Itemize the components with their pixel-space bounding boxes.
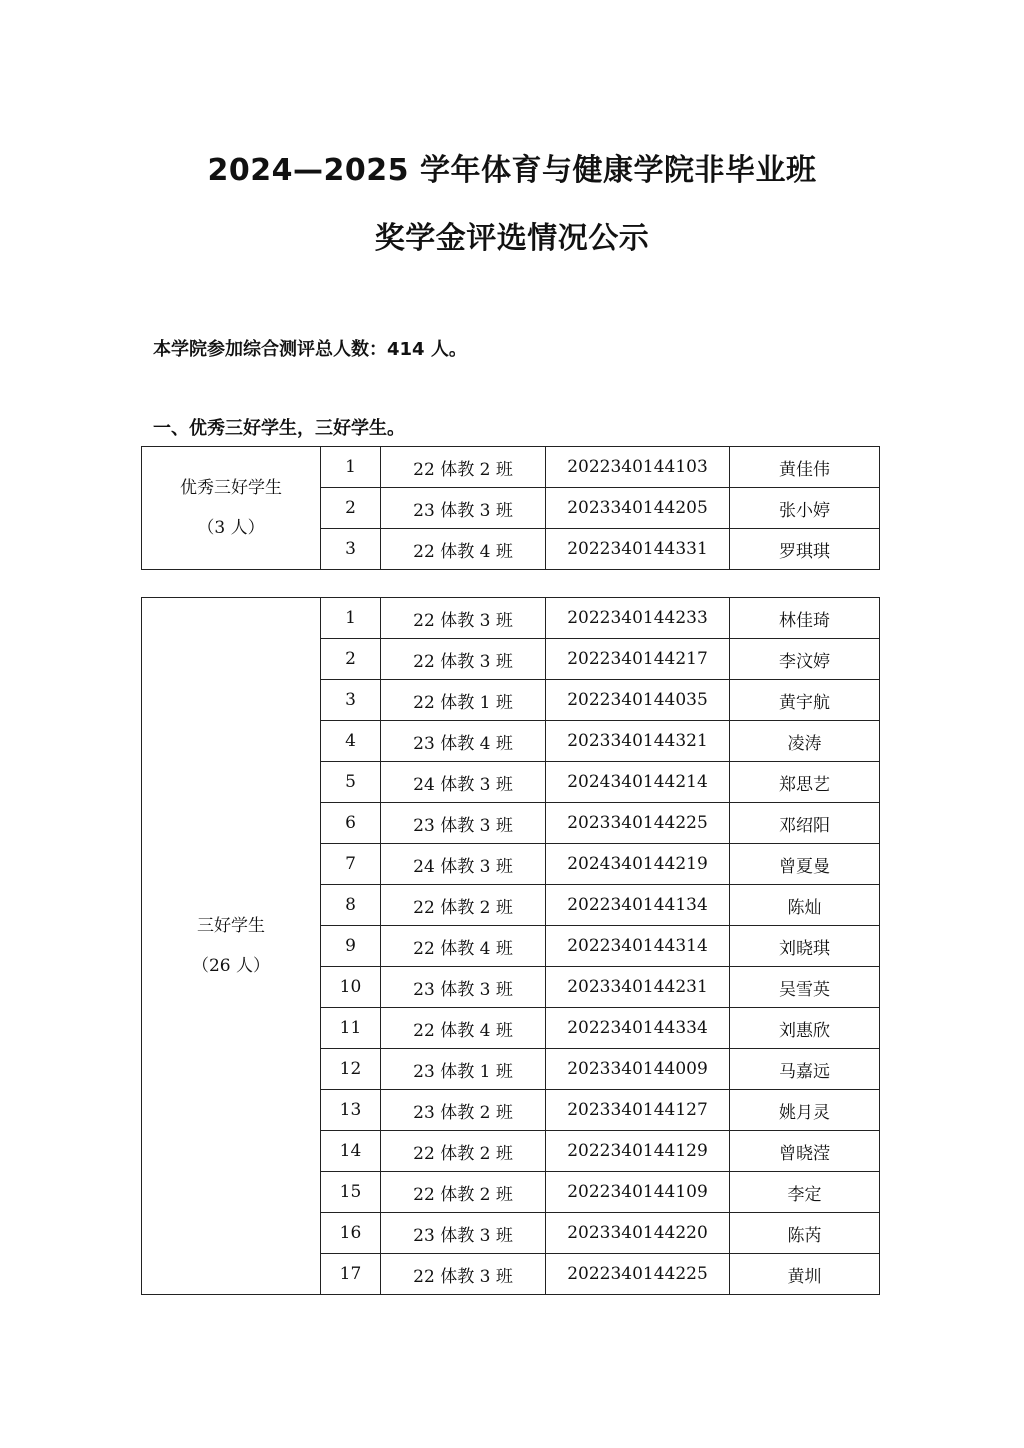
category-count: （3 人） [197, 518, 265, 538]
student-name-cell: 陈灿 [730, 885, 880, 926]
student-id-cell: 2022340144233 [546, 598, 730, 639]
class-cell: 23 体教 3 班 [381, 803, 546, 844]
class-cell: 22 体教 2 班 [381, 1172, 546, 1213]
student-name-cell: 张小婷 [730, 488, 880, 529]
student-name-cell: 曾夏曼 [730, 844, 880, 885]
student-id-cell: 2023340144231 [546, 967, 730, 1008]
class-cell: 22 体教 3 班 [381, 598, 546, 639]
class-cell: 23 体教 3 班 [381, 967, 546, 1008]
table-row [142, 447, 880, 488]
row-number-cell: 13 [321, 1090, 381, 1131]
class-cell: 24 体教 3 班 [381, 762, 546, 803]
student-name-cell: 郑思艺 [730, 762, 880, 803]
class-cell: 22 体教 4 班 [381, 926, 546, 967]
class-cell: 23 体教 3 班 [381, 1213, 546, 1254]
student-id-cell: 2022340144314 [546, 926, 730, 967]
student-id-cell: 2022340144225 [546, 1254, 730, 1295]
section-heading: 一、优秀三好学生，三好学生。 [153, 418, 405, 439]
student-name-cell: 黄宇航 [730, 680, 880, 721]
category-label: 优秀三好学生 [180, 478, 282, 498]
class-cell: 23 体教 3 班 [381, 488, 546, 529]
class-cell: 22 体教 3 班 [381, 1254, 546, 1295]
student-id-cell: 2023340144225 [546, 803, 730, 844]
class-cell: 22 体教 4 班 [381, 1008, 546, 1049]
student-name-cell: 刘晓琪 [730, 926, 880, 967]
student-id-cell: 2023340144205 [546, 488, 730, 529]
student-id-cell: 2022340144103 [546, 447, 730, 488]
row-number-cell: 5 [321, 762, 381, 803]
student-name-cell: 李汶婷 [730, 639, 880, 680]
class-cell: 22 体教 2 班 [381, 447, 546, 488]
student-name-cell: 姚月灵 [730, 1090, 880, 1131]
category-cell [142, 598, 321, 1295]
class-cell: 22 体教 4 班 [381, 529, 546, 570]
student-name-cell: 马嘉远 [730, 1049, 880, 1090]
class-cell: 22 体教 2 班 [381, 1131, 546, 1172]
row-number-cell: 2 [321, 488, 381, 529]
student-name-cell: 曾晓滢 [730, 1131, 880, 1172]
row-number-cell: 4 [321, 721, 381, 762]
row-number-cell: 7 [321, 844, 381, 885]
category-cell [142, 447, 321, 570]
class-cell: 22 体教 2 班 [381, 885, 546, 926]
row-number-cell: 12 [321, 1049, 381, 1090]
row-number-cell: 2 [321, 639, 381, 680]
student-id-cell: 2022340144134 [546, 885, 730, 926]
class-cell: 23 体教 4 班 [381, 721, 546, 762]
row-number-cell: 3 [321, 529, 381, 570]
total-participants-text: 本学院参加综合测评总人数：414 人。 [153, 339, 467, 360]
page-title: 2024—2025 学年体育与健康学院非毕业班 [207, 153, 817, 188]
row-number-cell: 8 [321, 885, 381, 926]
row-number-cell: 10 [321, 967, 381, 1008]
student-id-cell: 2023340144220 [546, 1213, 730, 1254]
category-label: 三好学生 [197, 916, 265, 936]
student-id-cell: 2022340144129 [546, 1131, 730, 1172]
student-name-cell: 刘惠欣 [730, 1008, 880, 1049]
student-id-cell: 2023340144127 [546, 1090, 730, 1131]
student-name-cell: 吴雪英 [730, 967, 880, 1008]
student-name-cell: 陈芮 [730, 1213, 880, 1254]
student-name-cell: 凌涛 [730, 721, 880, 762]
student-name-cell: 邓绍阳 [730, 803, 880, 844]
page-subtitle: 奖学金评选情况公示 [374, 221, 650, 256]
row-number-cell: 1 [321, 598, 381, 639]
student-id-cell: 2024340144214 [546, 762, 730, 803]
student-id-cell: 2023340144321 [546, 721, 730, 762]
row-number-cell: 11 [321, 1008, 381, 1049]
student-id-cell: 2022340144334 [546, 1008, 730, 1049]
good-students-table [141, 597, 880, 1295]
student-name-cell: 黄佳伟 [730, 447, 880, 488]
class-cell: 24 体教 3 班 [381, 844, 546, 885]
student-id-cell: 2022340144217 [546, 639, 730, 680]
category-count: （26 人） [191, 956, 271, 976]
row-number-cell: 14 [321, 1131, 381, 1172]
student-name-cell: 李定 [730, 1172, 880, 1213]
class-cell: 23 体教 1 班 [381, 1049, 546, 1090]
table-row [142, 598, 880, 639]
student-name-cell: 黄圳 [730, 1254, 880, 1295]
class-cell: 22 体教 1 班 [381, 680, 546, 721]
student-name-cell: 林佳琦 [730, 598, 880, 639]
row-number-cell: 9 [321, 926, 381, 967]
class-cell: 22 体教 3 班 [381, 639, 546, 680]
student-id-cell: 2022340144331 [546, 529, 730, 570]
student-id-cell: 2024340144219 [546, 844, 730, 885]
row-number-cell: 17 [321, 1254, 381, 1295]
student-id-cell: 2022340144035 [546, 680, 730, 721]
row-number-cell: 6 [321, 803, 381, 844]
excellent-students-table [141, 446, 880, 570]
student-name-cell: 罗琪琪 [730, 529, 880, 570]
row-number-cell: 3 [321, 680, 381, 721]
row-number-cell: 1 [321, 447, 381, 488]
class-cell: 23 体教 2 班 [381, 1090, 546, 1131]
student-id-cell: 2022340144109 [546, 1172, 730, 1213]
row-number-cell: 15 [321, 1172, 381, 1213]
row-number-cell: 16 [321, 1213, 381, 1254]
student-id-cell: 2023340144009 [546, 1049, 730, 1090]
